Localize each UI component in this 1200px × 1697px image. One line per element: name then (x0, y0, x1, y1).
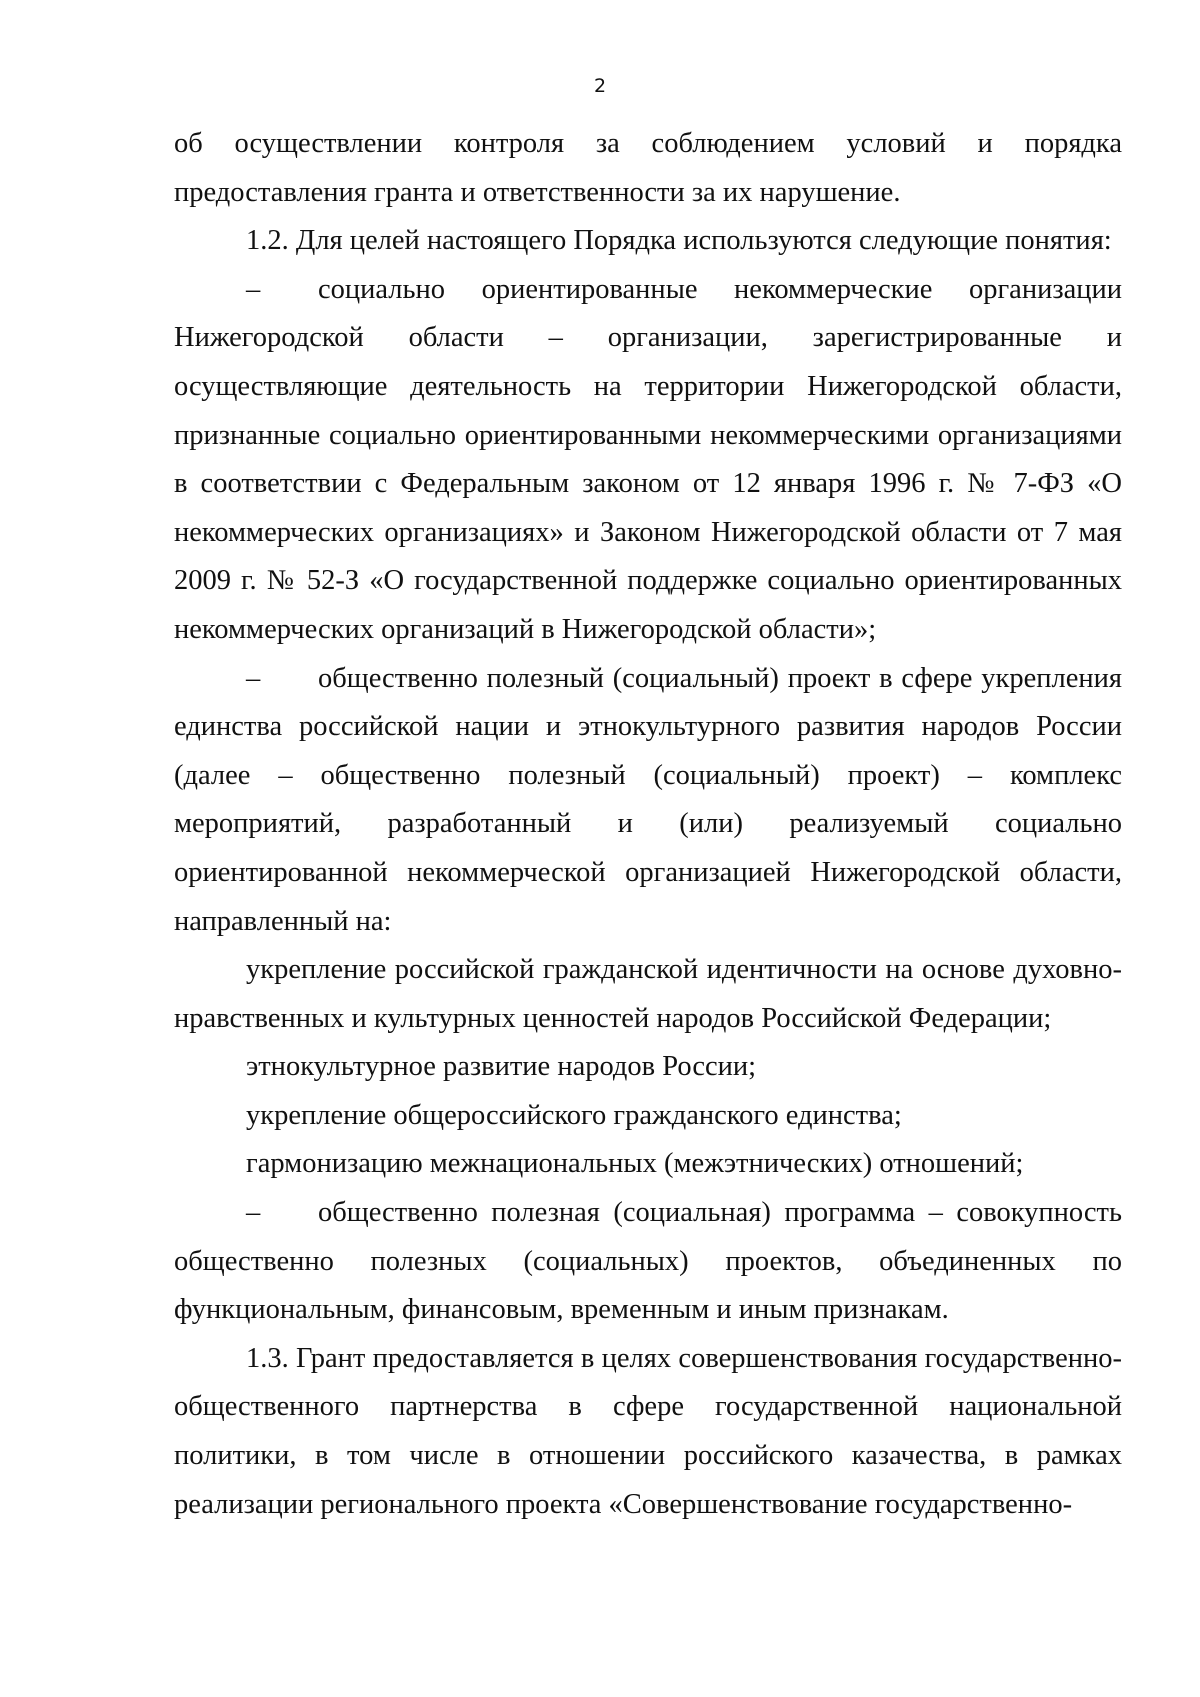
document-body (174, 120, 1122, 1529)
paragraph-1-3: 1.3. Грант предоставляется в целях совершенствования государственно-общественного партнерства в сфере государственной национальной политики, в том числе в отношении российского казачества, в рамках реализации регионального проекта «Совершенствование государственно- (174, 1342, 1122, 1520)
definition-sonko (174, 266, 1122, 655)
definition-program-text: общественно полезная (социальная) программа – совокупность общественно полезных (социальных) проектов, объединенных по функциональным, финансовым, временным и иным признакам. (174, 1197, 1122, 1326)
project-goal-3: укрепление общероссийского гражданского единства; (246, 1099, 902, 1131)
paragraph-continuation: об осуществлении контроля за соблюдением условий и порядка предоставления гранта и ответственности за их нарушение. (174, 128, 1122, 208)
definition-project (174, 655, 1122, 947)
project-goal-2: этнокультурное развитие народов России; (246, 1051, 757, 1083)
definition-sonko-text: социально ориентированные некоммерческие организации Нижегородской области – организации, зарегистрированные и осуществляющие деятельность на территории Нижегородской области, признанные социально ориентированными некоммерческими организациями в соответствии с Федеральным законом от 12 января 1996 г. № 7-ФЗ «О некоммерческих организациях» и Законом Нижегородской области от 7 мая 2009 г. № 52-З «О государственной поддержке социально ориентированных некоммерческих организаций в Нижегородской области»; (174, 273, 1122, 645)
definition-project-text: общественно полезный (социальный) проект в сфере укрепления единства российской нации и этнокультурного развития народов России (далее – общественно полезный (социальный) проект) – комплекс мероприятий, разработанный и (или) реализуемый социально ориентированной некоммерческой организацией Нижегородской области, направленный на: (174, 662, 1122, 937)
list-dash: – (246, 662, 261, 694)
project-goal-4: гармонизацию межнациональных (межэтнических) отношений; (246, 1148, 1024, 1180)
list-dash: – (246, 1197, 261, 1229)
list-dash: – (246, 273, 261, 305)
project-goal-1: укрепление российской гражданской идентичности на основе духовно-нравственных и культурных ценностей народов Российской Федерации; (174, 954, 1122, 1034)
definition-program (174, 1189, 1122, 1335)
paragraph-1-2: 1.2. Для целей настоящего Порядка используются следующие понятия: (246, 225, 1112, 257)
page-number: 2 (593, 75, 607, 97)
